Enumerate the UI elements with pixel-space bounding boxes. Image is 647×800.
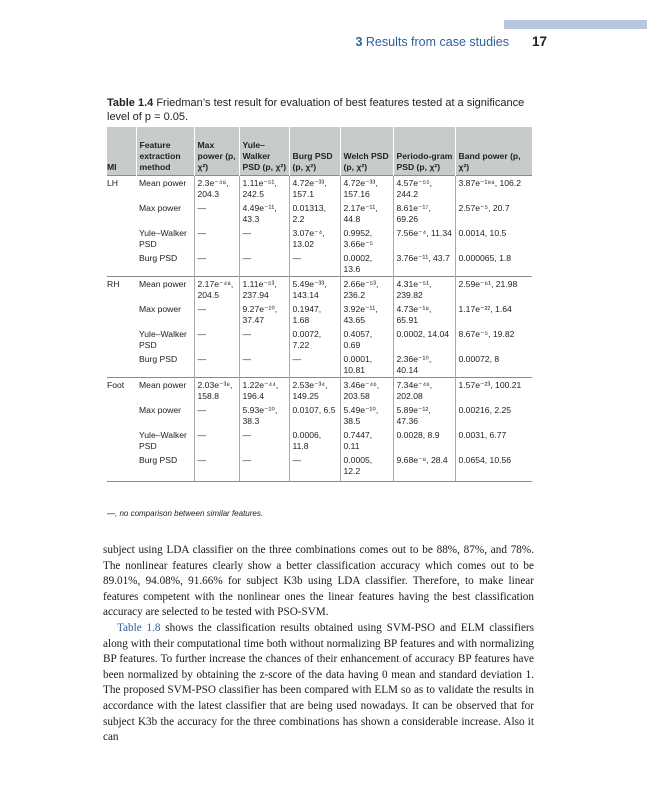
value-cell: 0.0654, 10.56 [455,453,532,482]
value-cell: — [239,428,289,453]
table-row [107,277,532,303]
method-cell: Max power [139,304,182,314]
method-cell: Yule–Walker PSD [139,228,187,249]
value-cell: 0.0006, 11.8 [289,428,340,453]
value-cell: — [194,428,239,453]
mi-cell: Foot [107,378,136,404]
value-cell: 2.57e⁻⁵, 20.7 [455,201,532,226]
mi-cell: RH [107,277,136,303]
table-row [107,453,532,482]
value-cell: 3.92e⁻¹¹, 43.65 [340,302,393,327]
value-cell: 4.31e⁻⁵¹, 239.82 [393,277,455,303]
table-row [107,302,532,327]
paragraph [103,621,534,746]
value-cell: 0.4057, 0.69 [340,327,393,352]
paragraph-text: shows the classification results obtained using SVM-PSO and ELM classifiers along with their computational time both without normalizing BP features and with normalizing BP features. To further increase the chances of their enhancement of accuracy BP features have been normalized by obtaining the z-score of the data having 0 mean and standard deviation 1. The proposed SVM-PSO classifier has been compared with ELM so as to validate the results in accordance with the latest classifier that are being used nowadays. It can be observed that for subject K3b the accuracy for the three combinations has shown a considerable increase. Also it can [103,621,535,744]
method-cell: Max power [139,405,182,415]
value-cell: 4.72e⁻³³, 157.1 [289,176,340,202]
value-cell: — [194,226,239,251]
value-cell: 0.0028, 8.9 [393,428,455,453]
mi-cell [107,352,136,378]
value-cell: 3.07e⁻⁴, 13.02 [289,226,340,251]
column-header: Burg PSD (p, χ²) [289,127,340,176]
value-cell: 2.36e⁻¹⁰, 40.14 [393,352,455,378]
value-cell: 5.49e⁻¹⁰, 38.5 [340,403,393,428]
value-cell: 3.76e⁻¹¹, 43.7 [393,251,455,277]
value-cell: 2.66e⁻⁵³, 236.2 [340,277,393,303]
value-cell: 4.73e⁻¹⁸, 65.91 [393,302,455,327]
table-cross-reference[interactable]: Table 1.8 [117,621,161,634]
paragraph: subject using LDA classifier on the three combinations comes out to be 88%, 87%, and 78%. The nonlinear features clearly show a better classification accuracy which comes out to be 89.01%, 94.08%, 91.66% for subject K3b using LDA classifier. Therefore, to make linear features competent with the nonlinear ones the linear features having the best classification accuracy are selected to be tested with PSO-SVM. [103,544,534,619]
mi-cell: LH [107,176,136,202]
value-cell: 0.0002, 14.04 [393,327,455,352]
value-cell: 1.57e⁻²³, 100.21 [455,378,532,404]
section-title [355,35,509,49]
mi-cell [107,302,136,327]
mi-cell [107,453,136,482]
value-cell: 2.3e⁻⁴⁸, 204.3 [194,176,239,202]
table-row [107,403,532,428]
table-row [107,327,532,352]
mi-cell [107,403,136,428]
value-cell: — [194,403,239,428]
table-caption [107,96,527,124]
method-cell: Burg PSD [139,253,178,263]
value-cell: 9.27e⁻¹⁰, 37.47 [239,302,289,327]
value-cell: 3.46e⁻⁴⁶, 203.58 [340,378,393,404]
value-cell: 0.01313, 2.2 [289,201,340,226]
value-cell: 0.1947, 1.68 [289,302,340,327]
value-cell: 0.0107, 6.5 [289,403,340,428]
body-text [103,543,534,746]
value-cell: 5.93e⁻¹⁰, 38.3 [239,403,289,428]
column-header: Periodo-gram PSD (p, χ²) [393,127,455,176]
method-cell: Mean power [136,277,194,303]
caption-text: Friedman’s test result for evaluation of best features tested at a significance level of p = 0.05. [107,97,525,123]
value-cell: 7.34e⁻⁴⁶, 202.08 [393,378,455,404]
value-cell: 4.72e⁻³³, 157.16 [340,176,393,202]
value-cell: — [289,251,340,277]
value-cell: 0.0072, 7.22 [289,327,340,352]
value-cell: — [194,352,239,378]
mi-cell [107,226,136,251]
value-cell: 0.7447, 0.11 [340,428,393,453]
value-cell: 9.68e⁻⁸, 28.4 [393,453,455,482]
value-cell: 0.0002, 13.6 [340,251,393,277]
table-footnote: —, no comparison between similar features. [107,509,264,518]
column-header: Yule–Walker PSD (p, χ²) [239,127,289,176]
value-cell: — [239,226,289,251]
value-cell: 0.000065, 1.8 [455,251,532,277]
value-cell: — [289,352,340,378]
table-label: Table 1.4 [107,97,154,109]
column-header: Welch PSD (p, χ²) [340,127,393,176]
method-cell: Burg PSD [139,354,178,364]
value-cell: 1.11e⁻⁵³, 237.94 [239,277,289,303]
table-row [107,201,532,226]
value-cell: 0.0014, 10.5 [455,226,532,251]
value-cell: 3.87e⁻¹⁹⁸, 106.2 [455,176,532,202]
method-cell: Burg PSD [136,453,194,482]
value-cell: 4.49e⁻¹¹, 43.3 [239,201,289,226]
page-number: 17 [532,34,548,49]
value-cell: — [239,453,289,482]
value-cell: — [194,453,239,482]
table-header-row [107,127,532,176]
value-cell: 5.89e⁻¹², 47.36 [393,403,455,428]
column-header: MI [107,127,136,176]
table-row [107,378,532,404]
value-cell: 2.59e⁻⁶¹, 21.98 [455,277,532,303]
value-cell: 0.00216, 2.25 [455,403,532,428]
value-cell: — [194,251,239,277]
value-cell: 8.67e⁻⁵, 19.82 [455,327,532,352]
column-header: Feature extraction method [136,127,194,176]
results-table-container [107,127,532,482]
value-cell: — [289,453,340,482]
value-cell: 0.00072, 8 [455,352,532,378]
mi-cell [107,428,136,453]
value-cell: 0.9952, 3.66e⁻⁵ [340,226,393,251]
method-cell: Yule–Walker PSD [139,329,187,350]
value-cell: 1.22e⁻⁴⁴, 196.4 [239,378,289,404]
value-cell: 0.0031, 6.77 [455,428,532,453]
value-cell: — [239,352,289,378]
method-cell: Mean power [136,176,194,202]
value-cell: — [239,251,289,277]
value-cell: 2.53e⁻³⁴, 149.25 [289,378,340,404]
column-header: Max power (p, χ²) [194,127,239,176]
value-cell: 5.49e⁻³³, 143.14 [289,277,340,303]
value-cell: 1.11e⁻⁵¹, 242.5 [239,176,289,202]
table-body [107,176,532,482]
value-cell: 1.17e⁻²², 1.64 [455,302,532,327]
table-row [107,251,532,277]
value-cell: 8.61e⁻¹⁷, 69.26 [393,201,455,226]
value-cell: — [194,302,239,327]
section-title-text: Results from case studies [365,35,509,49]
value-cell: 2.17e⁻⁴⁸, 204.5 [194,277,239,303]
mi-cell [107,201,136,226]
friedman-results-table [107,127,532,482]
value-cell: 7.56e⁻⁴, 11.34 [393,226,455,251]
value-cell: 2.17e⁻¹¹, 44.8 [340,201,393,226]
value-cell: 0.0005, 12.2 [340,453,393,482]
value-cell: 4.57e⁻⁵⁵, 244.2 [393,176,455,202]
value-cell: 0.0001, 10.81 [340,352,393,378]
top-accent-bar [504,20,647,29]
table-row [107,428,532,453]
value-cell: — [239,327,289,352]
method-cell: Max power [139,203,182,213]
running-header [0,35,647,55]
mi-cell [107,251,136,277]
section-number: 3 [355,35,363,49]
mi-cell [107,327,136,352]
table-row [107,352,532,378]
method-cell: Yule–Walker PSD [139,430,187,451]
value-cell: — [194,327,239,352]
value-cell: 2.03e⁻³⁸, 158.8 [194,378,239,404]
method-cell: Mean power [136,378,194,404]
table-row [107,226,532,251]
value-cell: — [194,201,239,226]
column-header: Band power (p, χ²) [455,127,532,176]
table-row [107,176,532,202]
